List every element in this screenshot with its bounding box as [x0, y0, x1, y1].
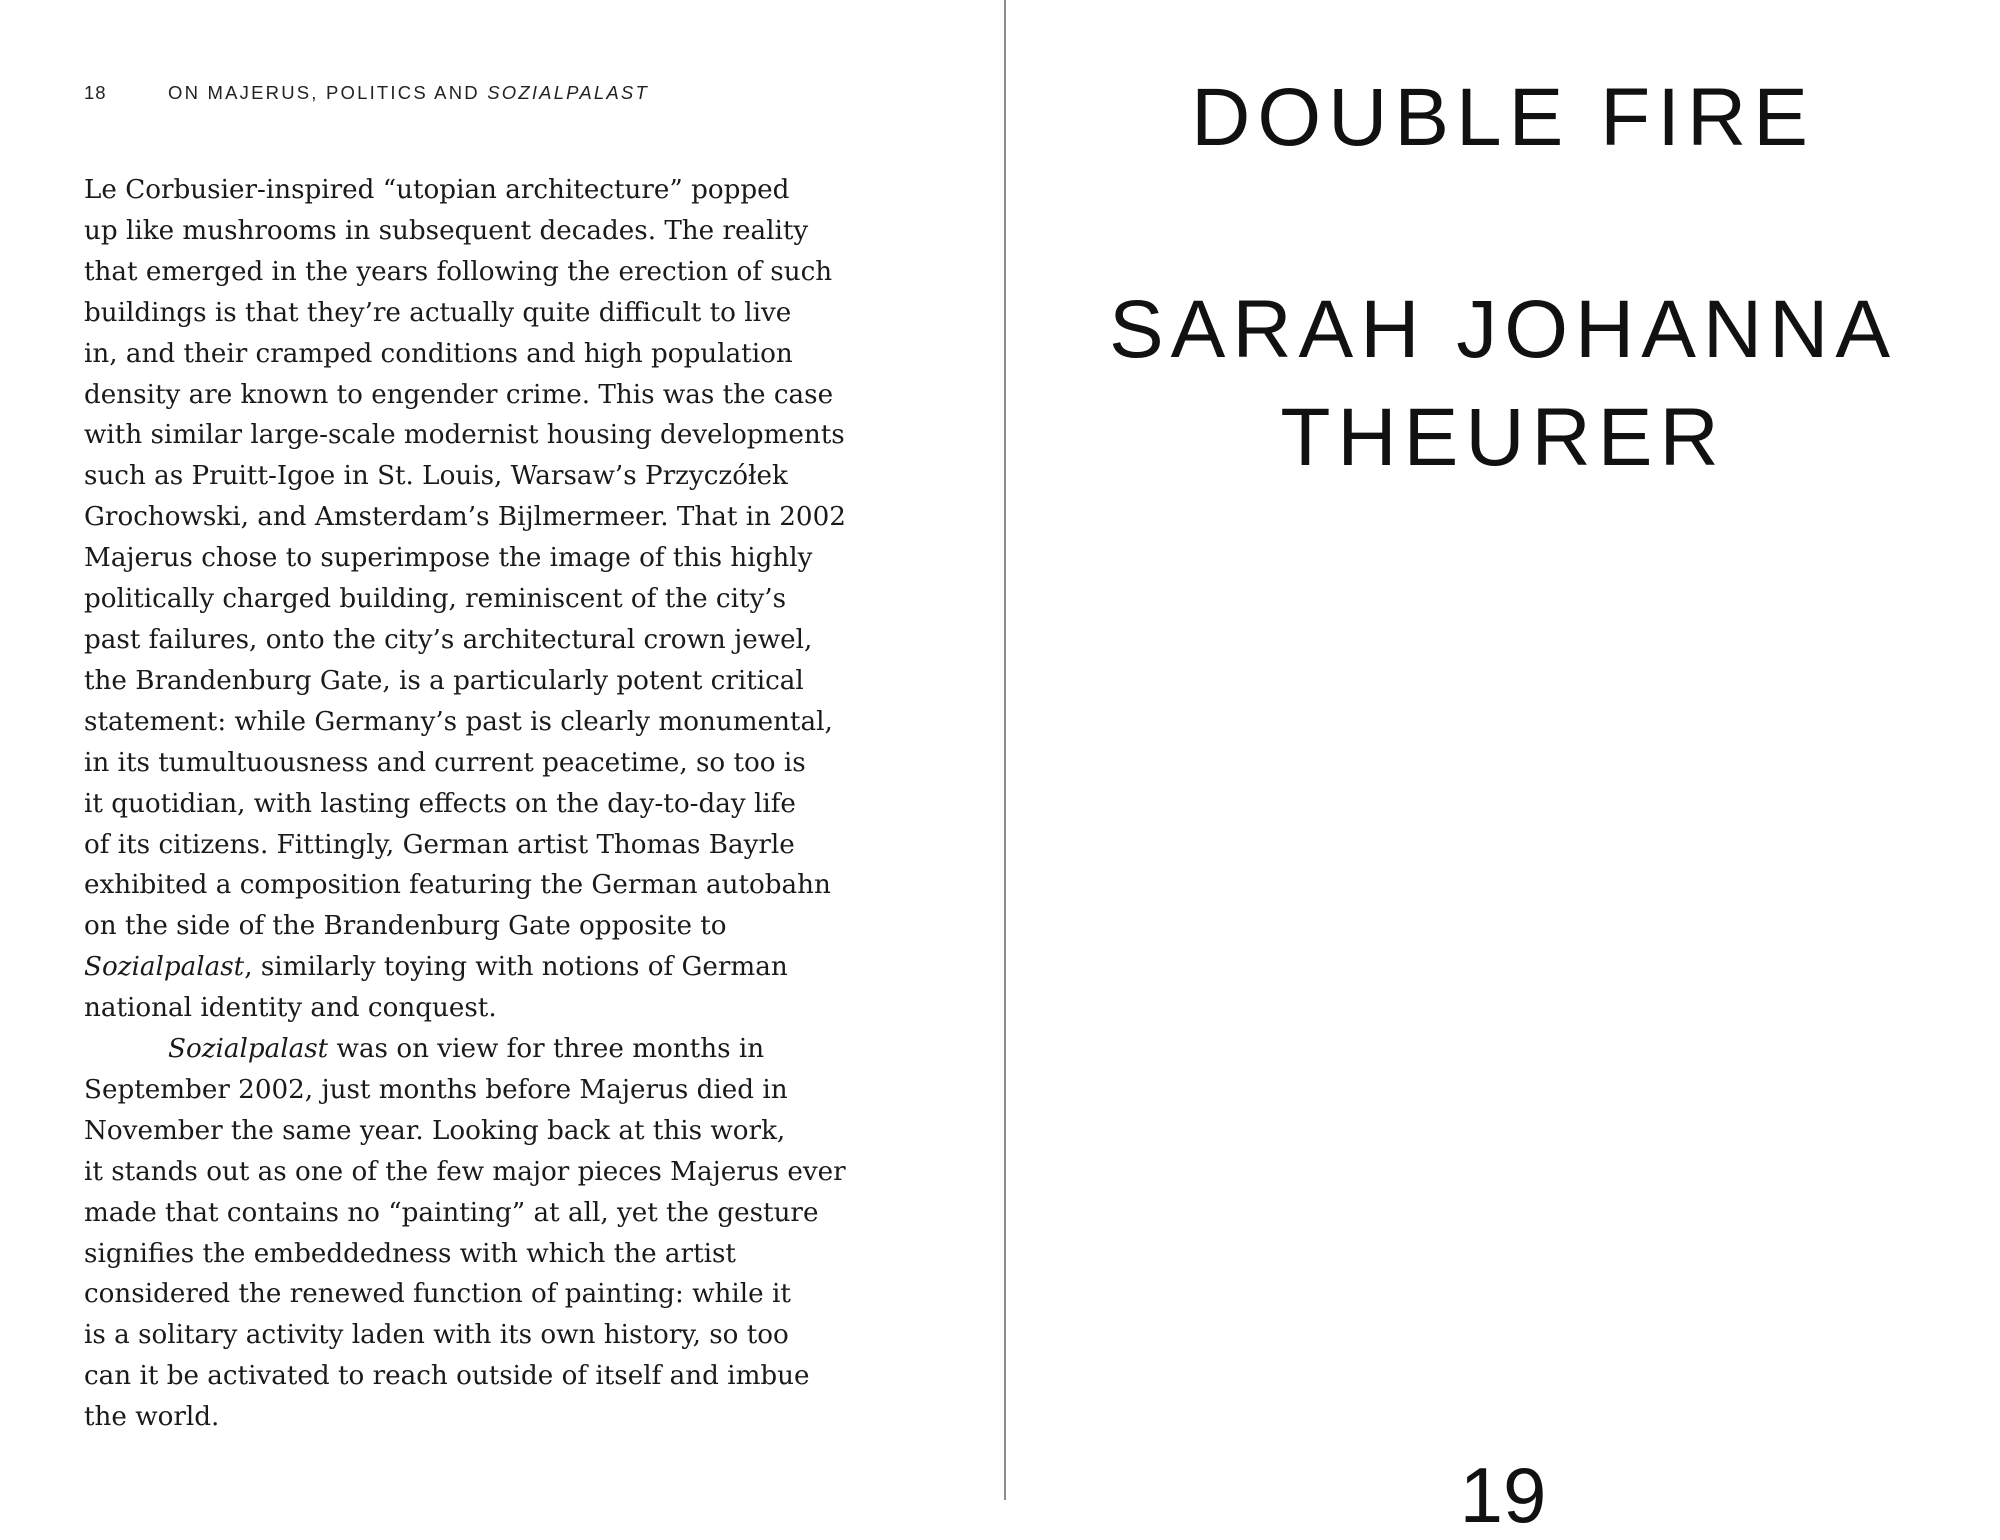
text-line: it quotidian, with lasting effects on the day-to-day life — [84, 788, 796, 819]
italic-title: Sozialpalast — [168, 1034, 329, 1065]
text-line: up like mushrooms in subsequent decades. The reality — [84, 215, 809, 246]
author-name-line-2: THEURER — [1280, 392, 1726, 483]
page-number-left: 18 — [84, 82, 107, 103]
text-line: can it be activated to reach outside of itself and imbue — [84, 1361, 810, 1392]
running-head — [84, 82, 649, 104]
text-line: is a solitary activity laden with its own history, so too — [84, 1320, 789, 1351]
text-line: with similar large-scale modernist housing developments — [84, 420, 845, 451]
text-fragment: was on view for three months in — [328, 1034, 765, 1065]
text-line: such as Pruitt-Igoe in St. Louis, Warsaw’s Przyczółek — [84, 461, 788, 492]
text-line: it stands out as one of the few major pieces Majerus ever — [84, 1156, 846, 1187]
text-line: Majerus chose to superimpose the image of this highly — [84, 543, 813, 574]
text-fragment: , similarly toying with notions of German — [244, 952, 788, 983]
left-page — [0, 0, 1004, 1500]
paragraph-start-line — [84, 1029, 944, 1070]
running-head-italic-title: SOZIALPALAST — [487, 82, 649, 103]
text-line: November the same year. Looking back at this work, — [84, 1115, 786, 1146]
text-line: statement: while Germany’s past is clearly monumental, — [84, 706, 833, 737]
text-line: on the side of the Brandenburg Gate opposite to — [84, 911, 727, 942]
text-line: politically charged building, reminiscent of the city’s — [84, 584, 787, 615]
italic-title: Sozialpalast — [84, 952, 245, 983]
page-number-right: 19 — [1459, 1451, 1547, 1539]
chapter-title: DOUBLE FIRE — [1191, 72, 1815, 163]
text-line: in, and their cramped conditions and high population — [84, 338, 793, 369]
author-name-line-1: SARAH JOHANNA — [1108, 284, 1898, 375]
text-line: density are known to engender crime. This was the case — [84, 379, 834, 410]
right-page — [1006, 0, 2000, 1539]
text-line: past failures, onto the city’s architectural crown jewel, — [84, 624, 813, 655]
running-head-title: ON MAJERUS, POLITICS AND — [168, 82, 488, 103]
text-line — [84, 947, 944, 988]
text-line: September 2002, just months before Majerus died in — [84, 1074, 788, 1105]
text-line: the Brandenburg Gate, is a particularly potent critical — [84, 665, 804, 696]
text-line: of its citizens. Fittingly, German artist Thomas Bayrle — [84, 829, 795, 860]
text-line: national identity and conquest. — [84, 993, 497, 1024]
text-line: buildings is that they’re actually quite difficult to live — [84, 297, 792, 328]
text-line: exhibited a composition featuring the German autobahn — [84, 870, 831, 901]
text-line: Le Corbusier-inspired “utopian architecture” popped — [84, 175, 790, 205]
text-line: the world. — [84, 1402, 220, 1433]
text-line: in its tumultuousness and current peacetime, so too is — [84, 747, 806, 778]
body-text — [84, 170, 944, 1438]
text-line: Grochowski, and Amsterdam’s Bijlmermeer. That in 2002 — [84, 502, 846, 533]
text-line: considered the renewed function of painting: while it — [84, 1279, 791, 1310]
text-line: made that contains no “painting” at all, yet the gesture — [84, 1197, 819, 1228]
text-line: that emerged in the years following the erection of such — [84, 256, 833, 287]
text-line: signifies the embeddedness with which the artist — [84, 1238, 736, 1269]
